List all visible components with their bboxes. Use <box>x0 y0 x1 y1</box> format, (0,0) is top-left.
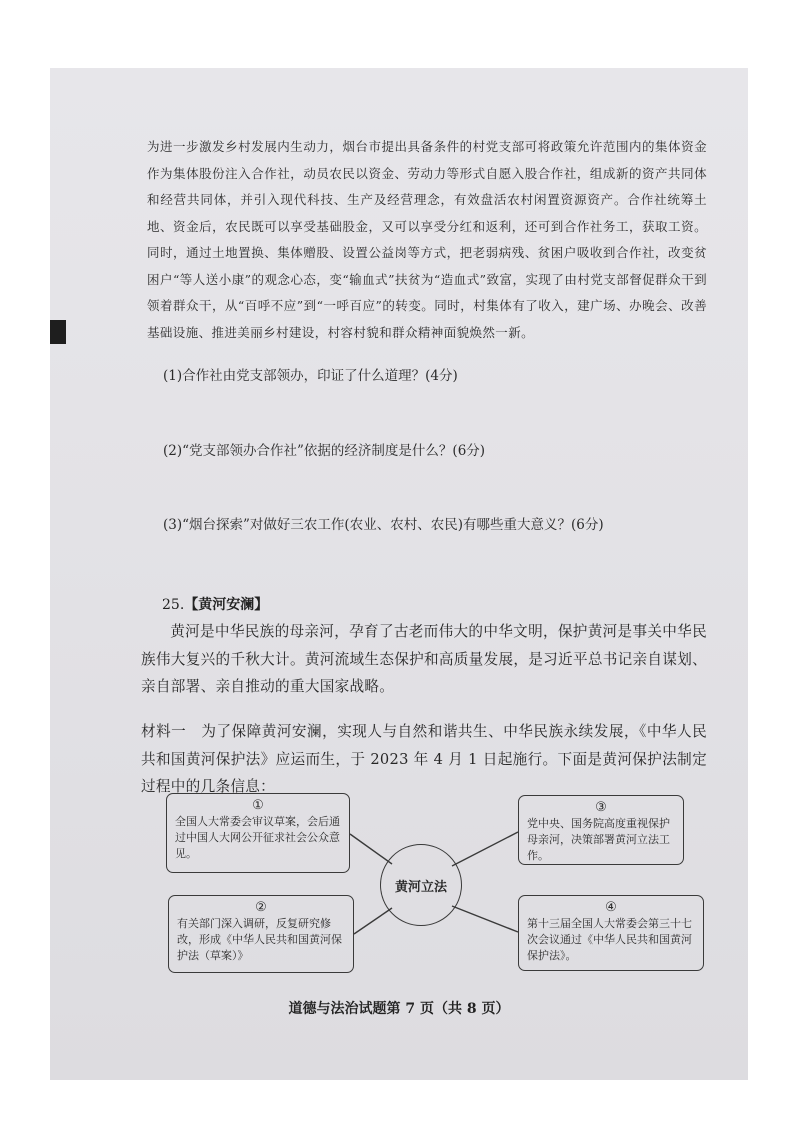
section-heading: 【黄河安澜】 <box>184 597 269 613</box>
question-1: (1)合作社由党支部领办，印证了什么道理？(4分) <box>163 368 458 384</box>
info-box-3 <box>518 795 684 865</box>
box-3-text: 党中央、国务院高度重视保护母亲河，决策部署黄河立法工作。 <box>527 817 670 862</box>
center-node: 黄河立法 <box>380 844 462 926</box>
section-intro: 黄河是中华民族的母亲河，孕育了古老而伟大的中华文明，保护黄河是事关中华民族伟大复兴的千秋大计。黄河流域生态保护和高质量发展，是习近平总书记亲自谋划、亲自部署、亲自推动的重大国家战略。 <box>141 623 707 695</box>
box-1-text: 全国人大常委会审议草案，会后通过中国人大网公开征求社会公众意见。 <box>175 815 340 860</box>
section-number: 25. <box>162 597 185 613</box>
question-3: (3)“烟台探索”对做好三农工作(农业、农村、农民)有哪些重大意义？(6分) <box>163 517 604 533</box>
info-box-4 <box>518 895 704 971</box>
case-passage: 为进一步激发乡村发展内生动力，烟台市提出具备条件的村党支部可将政策允许范围内的集体资金作为集体股份注入合作社，动员农民以资金、劳动力等形式自愿入股合作社，组成新的资产共同体和经营共同体，并引入现代科技、生产及经营理念，有效盘活农村闲置资源资产。合作社统筹土地、资金后，农民既可以享受基础股金，又可以享受分红和返利，还可到合作社务工，获取工资。同时，通过土地置换、集体赠股、设置公益岗等方式，把老弱病残、贫困户吸收到合作社，改变贫困户“等人送小康”的观念心态，变“输血式”扶贫为“造血式”致富，实现了由村党支部督促群众干到领着群众干，从“百呼不应”到“一呼百应”的转变。同时，村集体有了收入，建广场、办晚会、改善基础设施、推进美丽乡村建设，村容村貌和群众精神面貌焕然一新。 <box>147 139 707 340</box>
scanned-page <box>50 68 748 1080</box>
page-footer: 道德与法治试题第 7 页（共 8 页） <box>288 1001 510 1017</box>
box-2-number: ② <box>255 900 267 915</box>
material-one: 材料一 为了保障黄河安澜，实现人与自然和谐共生、中华民族永续发展，《中华人民共和国黄河保护法》应运而生，于 2023 年 4 月 1 日起施行。下面是黄河保护法制定过程中的几条信息： <box>141 723 707 795</box>
info-box-1 <box>166 793 350 873</box>
box-4-text: 第十三届全国人大常委会第三十七次会议通过《中华人民共和国黄河保护法》。 <box>527 917 692 962</box>
box-1-number: ① <box>252 798 264 813</box>
question-2: (2)“党支部领办合作社”依据的经济制度是什么？(6分) <box>163 443 486 459</box>
binding-mark <box>50 320 66 344</box>
box-3-number: ③ <box>595 800 607 815</box>
section-title <box>162 594 268 614</box>
info-box-2 <box>168 895 354 973</box>
box-4-number: ④ <box>605 900 617 915</box>
box-2-text: 有关部门深入调研，反复研究修改，形成《中华人民共和国黄河保护法（草案）》 <box>177 917 342 962</box>
legislation-diagram <box>160 784 720 994</box>
